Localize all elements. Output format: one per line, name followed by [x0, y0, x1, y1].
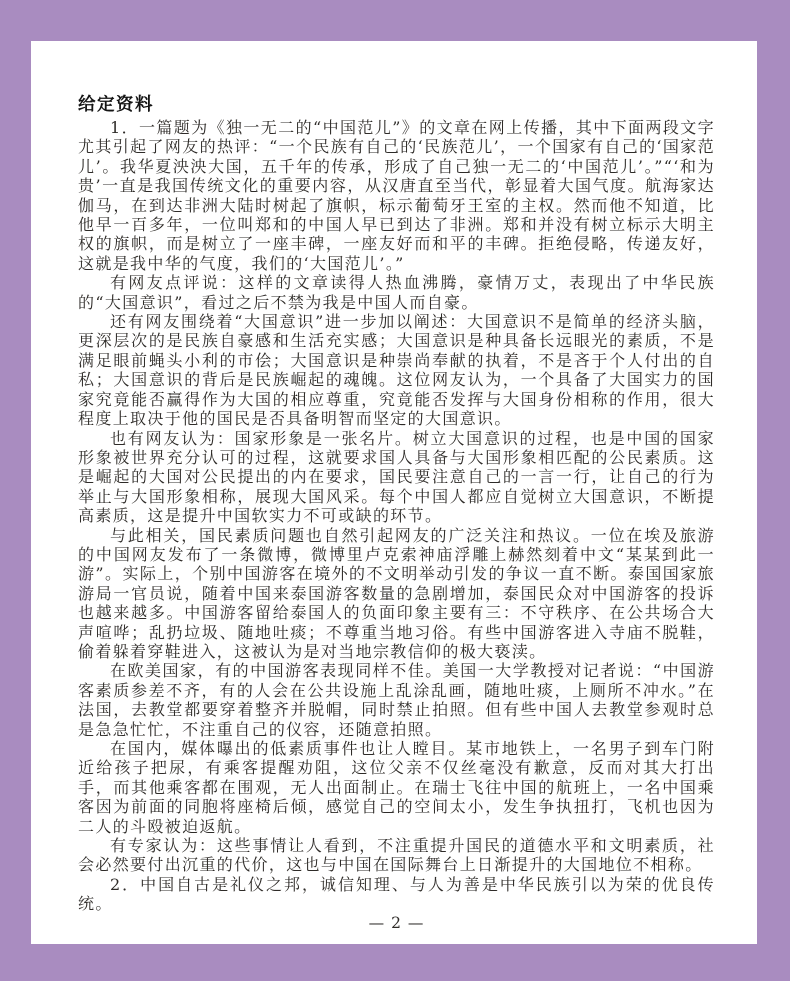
- paragraph: 2．中国自古是礼仪之邦，诚信知理、与人为善是中华民族引以为荣的优良传统。: [78, 874, 715, 914]
- material-paragraphs: [78, 118, 715, 914]
- paragraph: 1．一篇题为《独一无二的“中国范儿”》的文章在网上传播，其中下面两段文字尤其引起了网友的热评：“一个民族有自己的‘民族范儿’，一个国家有自己的‘国家范儿’。我华夏泱泱大国，五千年的传承，形成了自己独一无二的‘中国范儿’。”“‘和为贵’一直是我国传统文化的重要内容，从汉唐直至当代，彰显着大国气度。航海家达伽马，在到达非洲大陆时树起了旗帜，标示葡萄牙王室的主权。然而他不知道，比他早一百多年，一位叫郑和的中国人早已到达了非洲。郑和并没有树立标示大明主权的旗帜，而是树立了一座丰碑，一座友好而和平的丰碑。拒绝侵略，传递友好，这就是我中华的气度，我们的‘大国范儿’。”: [78, 118, 715, 273]
- paragraph: 有网友点评说：这样的文章读得人热血沸腾，豪情万丈，表现出了中华民族的“大国意识”，看过之后不禁为我是中国人而自豪。: [78, 273, 715, 312]
- paragraph: 在欧美国家，有的中国游客表现同样不佳。美国一大学教授对记者说：“中国游客素质参差不齐，有的人会在公共设施上乱涂乱画，随地吐痰，上厕所不冲水。”在法国，去教堂都要穿着整齐并脱帽，同时禁止拍照。但有些中国人去教堂参观时总是急急忙忙，不注重自己的仪容，还随意拍照。: [78, 661, 715, 739]
- paragraph: 也有网友认为：国家形象是一张名片。树立大国意识的过程，也是中国的国家形象被世界充分认可的过程，这就要求国人具备与大国形象相匹配的公民素质。这是崛起的大国对公民提出的内在要求，国民要注意自己的一言一行，让自己的行为举止与大国形象相称，展现大国风采。每个中国人都应自觉树立大国意识，不断提高素质，这是提升中国软实力不可或缺的环节。: [78, 428, 715, 526]
- document-content: [31, 41, 757, 933]
- document-page: [31, 41, 757, 944]
- paragraph: 与此相关，国民素质问题也自然引起网友的广泛关注和热议。一位在埃及旅游的中国网友发布了一条微博，微博里卢克索神庙浮雕上赫然刻着中文“某某到此一游”。实际上，个别中国游客在境外的不文明举动引发的争议一直不断。泰国国家旅游局一官员说，随着中国来泰国游客数量的急剧增加，泰国民众对中国游客的投诉也越来越多。中国游客留给泰国人的负面印象主要有三：不守秩序、在公共场合大声喧哗；乱扔垃圾、随地吐痰；不尊重当地习俗。有些中国游客进入寺庙不脱鞋，偷着躲着穿鞋进入，这被认为是对当地宗教信仰的极大亵渎。: [78, 525, 715, 661]
- paragraph: 有专家认为：这些事情让人看到，不注重提升国民的道德水平和文明素质，社会必然要付出沉重的代价，这也与中国在国际舞台上日渐提升的大国地位不相称。: [78, 836, 715, 875]
- paragraph: 还有网友围绕着“大国意识”进一步加以阐述：大国意识不是简单的经济头脑，更深层次的是民族自豪感和生活充实感；大国意识是种具备长远眼光的素质，不是满足眼前蝇头小利的市侩；大国意识是种崇尚奉献的执着，不是吝于个人付出的自私；大国意识的背后是民族崛起的魂魄。这位网友认为，一个具备了大国实力的国家究竟能否赢得作为大国的相应尊重，究竟能否发挥与大国身份相称的作用，很大程度上取决于他的国民是否具备明智而坚定的大国意识。: [78, 312, 715, 429]
- section-heading: 给定资料: [78, 95, 154, 115]
- page-number: — 2 —: [368, 913, 425, 932]
- paragraph: 在国内，媒体曝出的低素质事件也让人瞠目。某市地铁上，一名男子到车门附近给孩子把尿，有乘客提醒劝阻，这位父亲不仅丝毫没有歉意，反而对其大打出手，而其他乘客都在围观，无人出面制止。在瑞士飞往中国的航班上，一名中国乘客因为前面的同胞将座椅后倾，感觉自己的空间太小，发生争执扭打，飞机也因为二人的斗殴被迫返航。: [78, 739, 715, 836]
